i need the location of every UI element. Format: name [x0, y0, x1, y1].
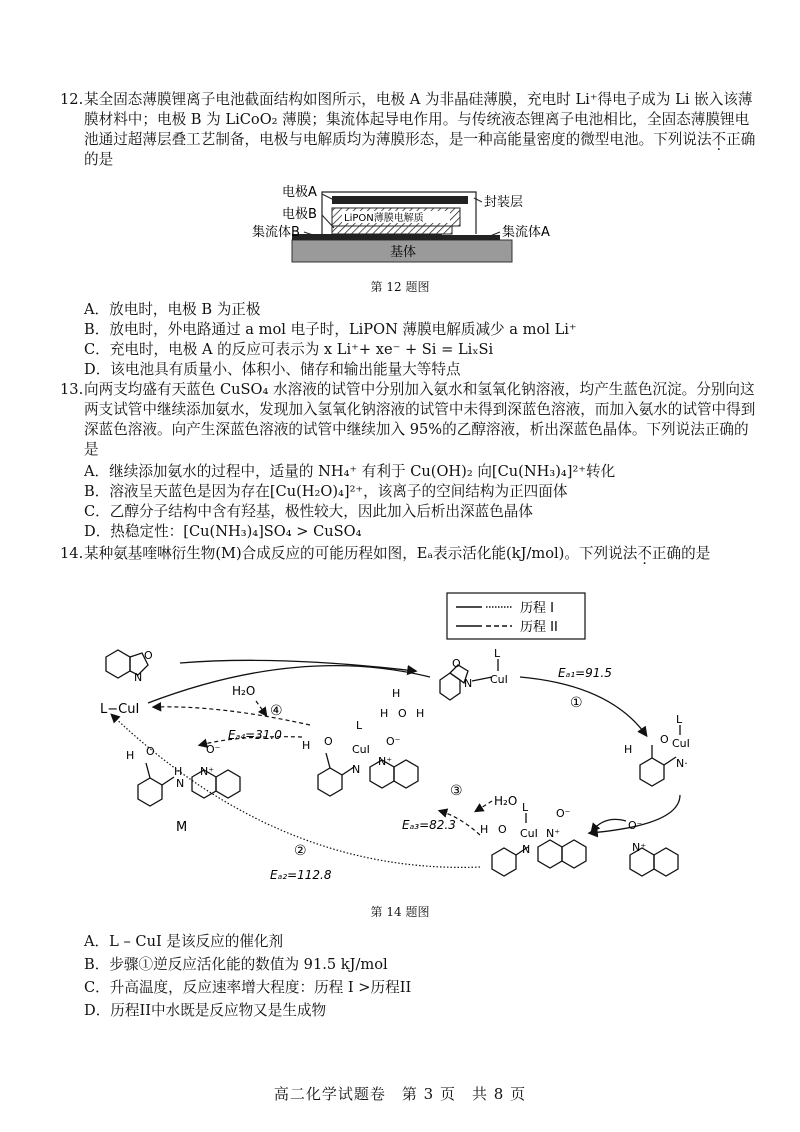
svg-text:CuI: CuI — [352, 743, 370, 756]
svg-text:CuI: CuI — [490, 673, 508, 686]
water-label-3: H₂O — [494, 794, 518, 808]
ea2-label: Eₐ₂=112.8 — [270, 868, 332, 882]
question-13 — [60, 380, 760, 460]
label-electrolyte: LiPON薄膜电解质 — [344, 213, 424, 224]
ea1-label: Eₐ₁=91.5 — [558, 666, 612, 680]
option-a: A．L – CuI 是该反应的催化剂 — [84, 933, 284, 950]
options-14 — [60, 932, 760, 1021]
product-label: M — [176, 820, 188, 835]
question-stem: 某全固态薄膜锂离子电池截面结构如图所示，电极 A 为非晶硅薄膜，充电时 Li⁺得电子成为 Li 嵌入该薄膜材料中；电极 B 为 LiCoO₂ 薄膜；集流体起导电作用。与传统液态锂离子电池相比，全固态薄膜锂电池通过超薄层叠工艺制备，电极与电解质均为薄膜形态，是一种高能量密度的微型电池。下列说法不正确的是 — [84, 91, 756, 168]
options-12 — [60, 300, 760, 380]
step-4-label: ④ — [270, 703, 283, 719]
svg-text:N: N — [352, 763, 361, 776]
svg-text:H: H — [174, 765, 183, 778]
svg-text:H: H — [126, 749, 135, 762]
question-stem: 某种氨基喹啉衍生物(M)合成反应的可能历程如图，Eₐ表示活化能(kJ/mol)。下列说法不正确的是 — [84, 545, 711, 562]
reaction-mechanism-figure — [80, 585, 720, 900]
arrow-reactant-entry — [180, 660, 415, 671]
svg-text:H: H — [392, 687, 401, 700]
svg-text:H: H — [380, 707, 389, 720]
svg-text:O: O — [660, 733, 669, 746]
svg-text:L: L — [522, 801, 529, 814]
svg-text:H: H — [624, 743, 633, 756]
svg-text:H: H — [416, 707, 425, 720]
option-c: C．乙醇分子结构中含有羟基，极性较大，因此加入后析出深蓝色晶体 — [84, 503, 533, 520]
ea4-label: Eₐ₄=31.0 — [228, 728, 282, 742]
arrow-catalyst-to-complex — [148, 666, 430, 703]
water-label-4: H₂O — [232, 684, 256, 698]
svg-text:O: O — [146, 745, 155, 758]
label-collector-b: 集流体B — [252, 225, 300, 240]
emphasis-not: 不 — [637, 545, 652, 562]
label-electrode-a: 电极A — [282, 185, 317, 200]
option-c: C．升高温度，反应速率增大程度：历程 I >历程II — [84, 979, 412, 996]
battery-cross-section-figure — [230, 178, 570, 278]
svg-text:N⁺: N⁺ — [378, 755, 393, 768]
label-encapsulation: 封装层 — [484, 195, 524, 210]
svg-text:H: H — [302, 739, 311, 752]
option-b: B．溶液呈天蓝色是因为存在[Cu(H₂O)₄]²⁺，该离子的空间结构为正四面体 — [84, 483, 568, 500]
svg-text:CuI: CuI — [672, 737, 690, 750]
arrow-step-1 — [520, 677, 646, 735]
question-12 — [60, 90, 760, 170]
electrode-a-layer — [332, 196, 468, 204]
svg-text:O: O — [324, 735, 333, 748]
option-d: D．热稳定性：[Cu(NH₃)₄]SO₄ > CuSO₄ — [84, 523, 362, 540]
svg-text:O: O — [452, 657, 461, 670]
label-collector-a: 集流体A — [502, 225, 550, 240]
option-c: C．充电时，电极 A 的反应可表示为 x Li⁺+ xe⁻ + Si = LiₓSi — [84, 341, 494, 358]
label-electrode-b: 电极B — [282, 207, 317, 222]
question-number: 14. — [60, 545, 84, 562]
legend-path-1: 历程 I — [520, 601, 554, 616]
collector-b-layer — [292, 234, 442, 240]
svg-text:O: O — [498, 823, 507, 836]
svg-text:O⁻: O⁻ — [386, 735, 401, 748]
svg-text:N: N — [176, 777, 185, 790]
figure-caption-14: 第 14 题图 — [370, 905, 430, 919]
svg-text:O: O — [144, 649, 153, 662]
svg-text:CuI: CuI — [520, 827, 538, 840]
option-a: A．放电时，电极 B 为正极 — [84, 301, 261, 318]
figure-caption-12: 第 12 题图 — [370, 280, 430, 294]
step-2-label: ② — [294, 843, 307, 859]
option-d: D．历程II中水既是反应物又是生成物 — [84, 1002, 327, 1019]
question-14 — [60, 544, 760, 564]
question-number: 12. — [60, 91, 84, 108]
svg-text:L: L — [356, 719, 363, 732]
svg-text:H: H — [480, 823, 489, 836]
emphasis-not: 不 — [711, 131, 727, 148]
question-stem: 向两支均盛有天蓝色 CuSO₄ 水溶液的试管中分别加入氨水和氢氧化钠溶液，均产生蓝色沉淀。分别向这两支试管中继续添加氨水，发现加入氢氧化钠溶液的试管中未得到深蓝色溶液，而加入氨水的试管中得到深蓝色溶液。向产生深蓝色溶液的试管中继续加入 95%的乙醇溶液，析出深蓝色晶体。下列说法正确的是 — [84, 381, 756, 458]
svg-text:N·: N· — [676, 757, 688, 770]
page-footer: 高二化学试题卷 第 3 页 共 8 页 — [273, 1085, 527, 1103]
svg-text:N: N — [464, 677, 473, 690]
svg-text:N⁺: N⁺ — [546, 827, 561, 840]
legend — [447, 593, 585, 639]
svg-text:O⁻: O⁻ — [628, 819, 643, 832]
option-d: D．该电池具有质量小、体积小、储存和输出能量大等特点 — [84, 361, 461, 378]
svg-text:L: L — [494, 647, 501, 660]
svg-text:O: O — [398, 707, 407, 720]
electrode-b-layer — [332, 226, 452, 234]
svg-text:N⁺: N⁺ — [200, 765, 215, 778]
svg-text:O⁻: O⁻ — [206, 743, 221, 756]
legend-path-2: 历程 II — [520, 620, 558, 635]
svg-text:N: N — [134, 671, 143, 684]
intermediate-4 — [318, 753, 418, 796]
svg-text:O⁻: O⁻ — [556, 807, 571, 820]
product-m — [138, 763, 240, 806]
options-13 — [60, 462, 760, 542]
svg-text:N: N — [522, 843, 531, 856]
option-a: A．继续添加氨水的过程中，适量的 NH₄⁺ 有利于 Cu(OH)₂ 向[Cu(NH₃)₄]²⁺转化 — [84, 463, 616, 480]
option-b: B．步骤①逆反应活化能的数值为 91.5 kJ/mol — [84, 956, 388, 973]
label-substrate: 基体 — [390, 245, 417, 260]
step-1-label: ① — [570, 695, 583, 711]
svg-text:N⁺: N⁺ — [632, 841, 647, 854]
ea3-label: Eₐ₃=82.3 — [402, 818, 456, 832]
step-3-label: ③ — [450, 783, 463, 799]
svg-text:L: L — [676, 713, 683, 726]
option-b: B．放电时，外电路通过 a mol 电子时，LiPON 薄膜电解质减少 a mol Li⁺ — [84, 321, 577, 338]
question-number: 13. — [60, 381, 84, 398]
catalyst-label: L−CuI — [100, 702, 140, 717]
